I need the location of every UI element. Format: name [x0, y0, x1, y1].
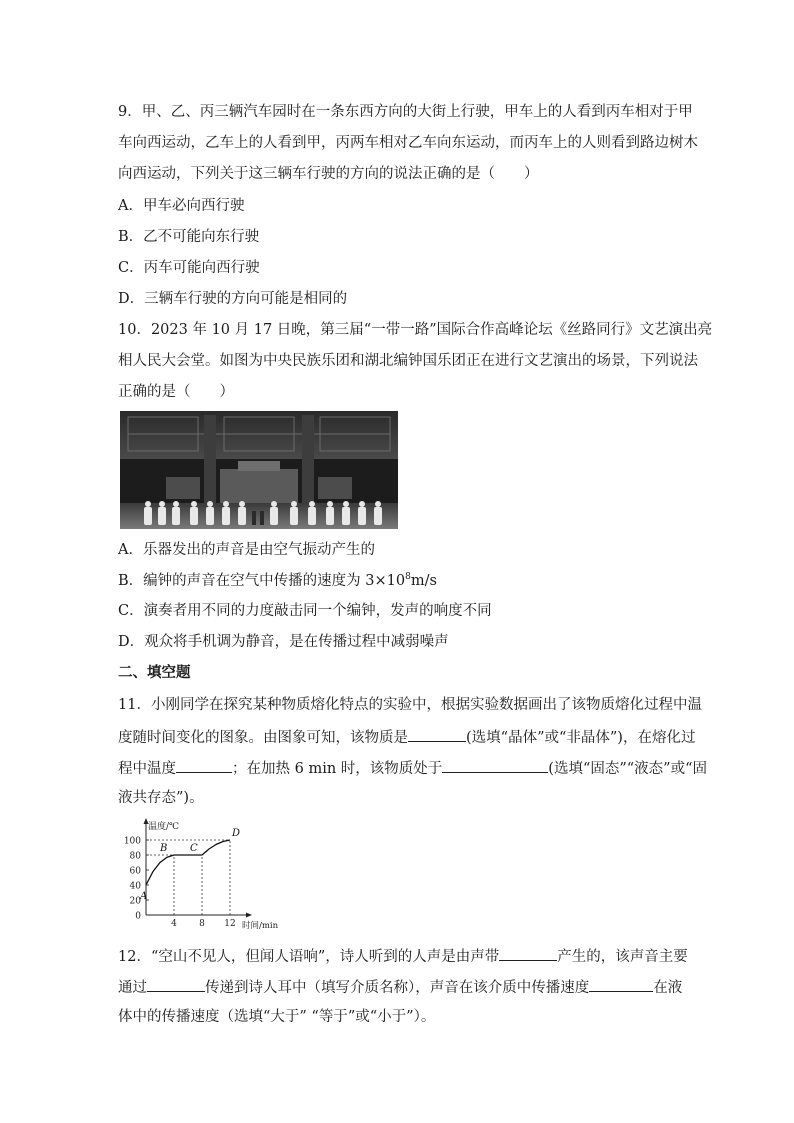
q12-blank-2[interactable]	[147, 976, 205, 992]
q12-text-line-1	[118, 945, 688, 967]
q9-option-c: C．丙车可能向西行驶	[118, 260, 260, 276]
x-axis-label: 时间/min	[242, 921, 278, 931]
y-axis-label: 温度/℃	[148, 822, 180, 832]
y-tick-label: 20	[129, 896, 141, 907]
q11-text-line-2	[118, 726, 695, 748]
q9-option-b: B．乙不可能向东行驶	[118, 229, 260, 245]
q10-text-line-2: 相人民大会堂。如图为中央民族乐团和湖北编钟国乐团正在进行文艺演出的场景，下列说法	[118, 353, 698, 369]
q11-text-line-4: 液共存态”)。	[118, 790, 204, 806]
q9-option-a: A．甲车必向西行驶	[118, 198, 245, 214]
q11-line-2-part-1: 度随时间变化的图象。由图象可知，该物质是	[118, 730, 408, 746]
q10-option-b-text: B．编钟的声音在空气中传播的速度为 3×10	[118, 573, 406, 589]
q11-line-3-part-1: 程中温度	[118, 761, 176, 777]
y-tick-label: 100	[123, 836, 141, 847]
point-label-a: A	[140, 891, 148, 902]
q9-text-line-1: 9．甲、乙、丙三辆汽车园时在一条东西方向的大街上行驶，甲车上的人看到丙车相对于甲	[118, 104, 693, 120]
x-tick-label: 8	[199, 919, 205, 929]
q10-option-d: D．观众将手机调为静音，是在传播过程中减弱噪声	[118, 634, 449, 650]
y-tick-label: 40	[129, 881, 141, 892]
q10-text-line-3: 正确的是（ ）	[118, 384, 234, 400]
concert-stage-photo	[120, 411, 398, 529]
section-heading-fill-blank: 二、填空题	[118, 664, 191, 681]
q10-option-a: A．乐器发出的声音是由空气振动产生的	[118, 542, 375, 558]
point-label-c: C	[190, 843, 198, 854]
q11-text-line-1: 11．小刚同学在探究某种物质熔化特点的实验中，根据实验数据画出了该物质熔化过程中温	[118, 697, 702, 713]
q10-option-b-exponent: 8	[405, 572, 411, 582]
q9-text-line-3: 向西运动，下列关于这三辆车行驶的方向的说法正确的是（ ）	[118, 166, 539, 182]
q12-line-2-part-3: 在液	[653, 980, 683, 996]
q12-line-2-part-1: 通过	[118, 980, 147, 996]
q11-text-line-3	[118, 757, 707, 779]
y-tick-label: 0	[135, 911, 141, 922]
q9-text-line-2: 车向西运动，乙车上的人看到甲，丙两车相对乙车向东运动，而丙车上的人则看到路边树木	[118, 135, 698, 151]
q12-blank-3[interactable]	[589, 976, 653, 992]
q10-option-c: C．演奏者用不同的力度敲击同一个编钟，发声的响度不同	[118, 603, 492, 619]
q11-blank-3[interactable]	[442, 757, 548, 773]
q10-text-line-1: 10．2023 年 10 月 17 日晚，第三届“一带一路”国际合作高峰论坛《丝路同行》文艺演出亮	[118, 322, 713, 338]
q9-option-d: D．三辆车行驶的方向可能是相同的	[118, 291, 348, 307]
q11-blank-2[interactable]	[176, 757, 232, 773]
q11-line-3-part-2: ；在加热 6 min 时，该物质处于	[232, 761, 443, 777]
melting-temperature-graph	[118, 816, 278, 934]
y-tick-label: 80	[129, 851, 141, 862]
point-label-d: D	[232, 828, 241, 839]
q10-option-b	[118, 571, 437, 591]
q12-text-line-3: 体中的传播速度（选填“大于” “等于”或“小于”）。	[118, 1009, 436, 1025]
q10-option-b-unit: m/s	[410, 573, 437, 589]
q12-text-line-2	[118, 976, 682, 998]
q12-line-1-part-1: 12．“空山不见人，但闻人语响”，诗人听到的人声是由声带	[118, 949, 500, 965]
q12-blank-1[interactable]	[499, 945, 557, 961]
x-axis-arrow-icon	[246, 913, 252, 918]
point-label-b: B	[160, 843, 168, 854]
temperature-curve	[146, 840, 230, 885]
q11-line-3-part-3: (选填“固态”“液态”或“固	[548, 761, 708, 777]
x-tick-label: 4	[171, 919, 177, 929]
q11-blank-1[interactable]	[408, 726, 466, 742]
x-tick-label: 12	[224, 919, 236, 929]
q12-line-1-part-2: 产生的，该声音主要	[557, 949, 688, 965]
q12-line-2-part-2: 传递到诗人耳中（填写介质名称），声音在该介质中传播速度	[205, 980, 590, 996]
q11-line-2-part-2: (选填“晶体”或“非晶体”)，在熔化过	[466, 730, 696, 746]
y-tick-label: 60	[129, 866, 141, 877]
